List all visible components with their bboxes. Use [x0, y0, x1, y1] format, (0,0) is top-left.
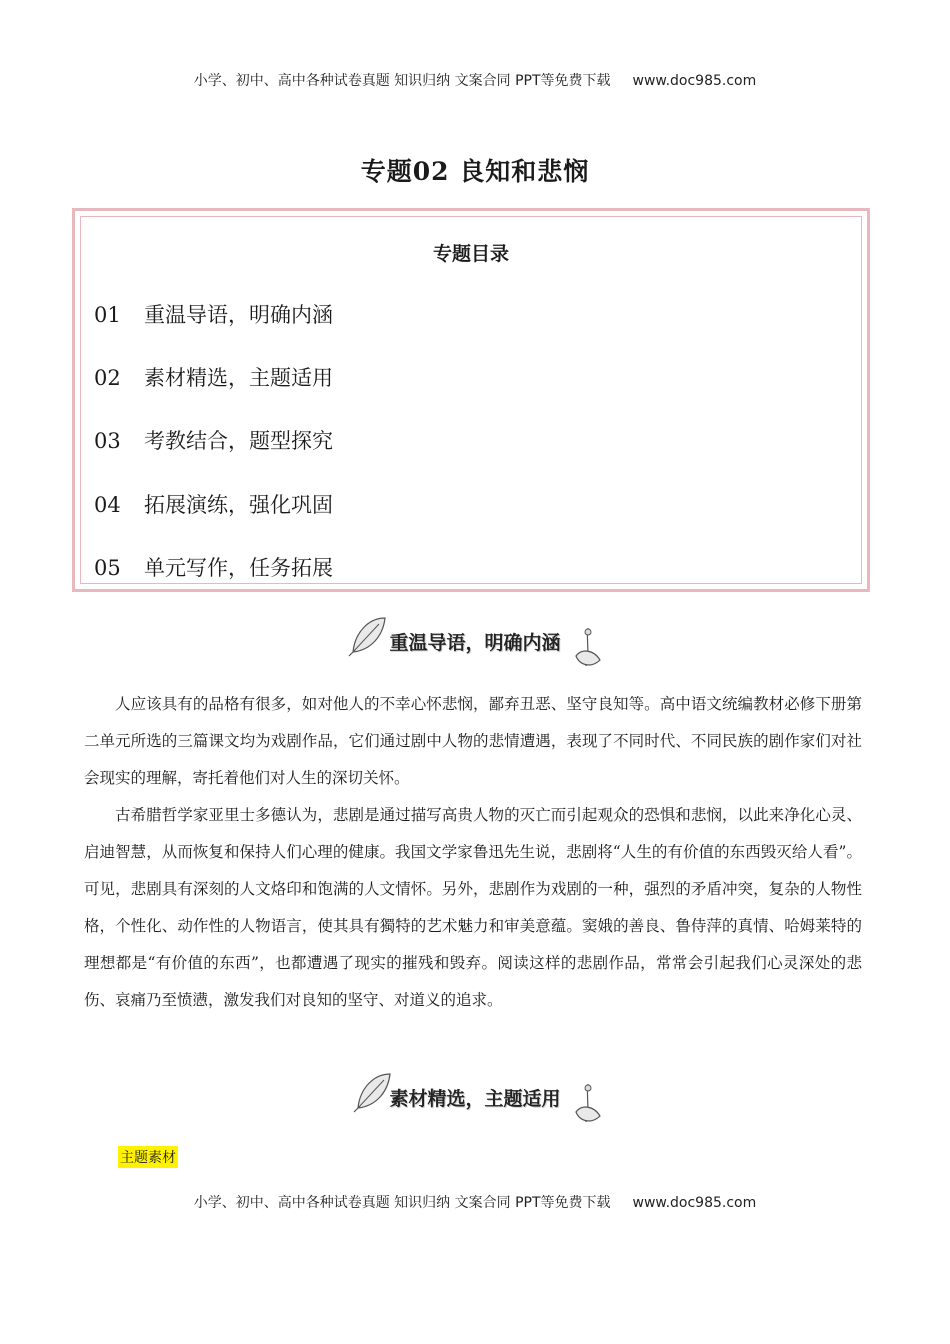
page-footer	[0, 1192, 950, 1212]
toc-item-label: 重温导语，明确内涵	[144, 303, 333, 327]
toc-item-03[interactable]	[94, 425, 333, 455]
section-banner-intro	[0, 610, 950, 680]
topic-material-tag: 主题素材	[118, 1146, 178, 1168]
flower-decoration-icon	[568, 626, 608, 676]
toc-inner-frame	[80, 216, 862, 584]
toc-item-label: 素材精选，主题适用	[144, 366, 333, 390]
intro-paragraph-1: 人应该具有的品格有很多，如对他人的不幸心怀悲悯，鄙弃丑恶、坚守良知等。高中语文统编教材必修下册第二单元所选的三篇课文均为戏剧作品，它们通过剧中人物的悲情遭遇，表现了不同时代、不同民族的剧作家们对社会现实的理解，寄托着他们对人生的深切关怀。	[84, 695, 862, 787]
toc-box	[72, 208, 870, 592]
toc-item-label: 拓展演练，强化巩固	[144, 493, 333, 517]
toc-item-num: 04	[94, 493, 121, 517]
toc-item-01[interactable]	[94, 299, 333, 329]
banner-label: 素材精选，主题适用	[389, 1088, 561, 1110]
footer-url[interactable]: www.doc985.com	[632, 1195, 757, 1211]
banner-label: 重温导语，明确内涵	[389, 632, 561, 654]
page-header	[0, 70, 950, 90]
intro-paragraph-2: 古希腊哲学家亚里士多德认为，悲剧是通过描写高贵人物的灭亡而引起观众的恐惧和悲悯，以此来净化心灵、启迪智慧，从而恢复和保持人们心理的健康。我国文学家鲁迅先生说，悲剧将“人生的有价值的东西毁灭给人看”。可见，悲剧具有深刻的人文烙印和饱满的人文情怀。另外，悲剧作为戏剧的一种，强烈的矛盾冲突，复杂的人物性格，个性化、动作性的人物语言，使其具有獨特的艺术魅力和审美意蕴。窦娥的善良、鲁侍萍的真情、哈姆莱特的理想都是“有价值的东西”，也都遭遇了现实的摧残和毁弃。阅读这样的悲剧作品，常常会引起我们心灵深处的悲伤、哀痛乃至愤懑，激发我们对良知的坚守、对道义的追求。	[84, 806, 862, 1009]
toc-item-05[interactable]	[94, 552, 333, 582]
footer-text: 小学、初中、高中各种试卷真题 知识归纳 文案合同 PPT等免费下载	[193, 1195, 611, 1211]
toc-heading: 专题目录	[432, 243, 509, 265]
toc-item-04[interactable]	[94, 489, 333, 519]
toc-item-num: 05	[94, 556, 121, 580]
header-text: 小学、初中、高中各种试卷真题 知识归纳 文案合同 PPT等免费下载	[193, 73, 611, 89]
section-banner-material	[0, 1066, 950, 1136]
toc-item-label: 单元写作，任务拓展	[144, 556, 333, 580]
toc-item-num: 03	[94, 429, 121, 453]
toc-item-num: 01	[94, 303, 121, 327]
toc-item-label: 考教结合，题型探究	[144, 429, 333, 453]
header-url[interactable]: www.doc985.com	[632, 73, 757, 89]
toc-item-02[interactable]	[94, 362, 333, 392]
flower-decoration-icon	[568, 1082, 608, 1132]
toc-item-num: 02	[94, 366, 121, 390]
page-title: 专题02 良知和悲悯	[360, 157, 590, 186]
